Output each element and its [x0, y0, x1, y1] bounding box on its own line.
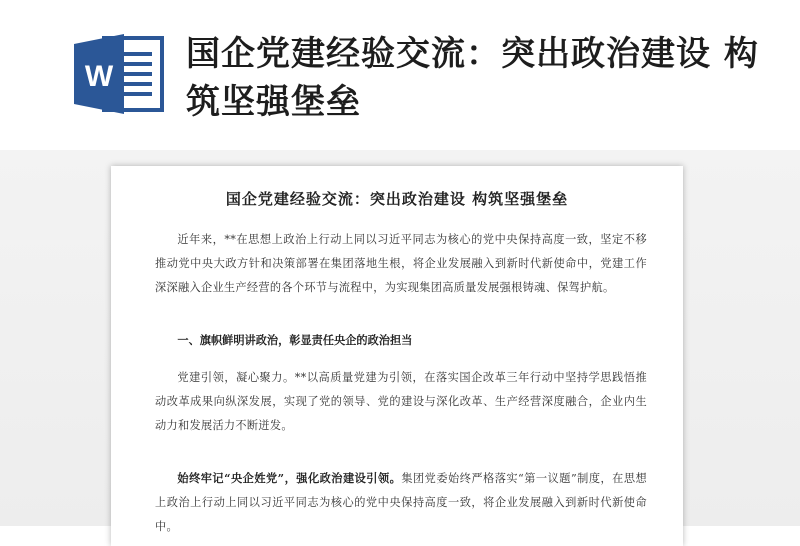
word-icon — [74, 34, 166, 114]
banner-header — [0, 0, 800, 150]
paragraph-political-construction — [155, 466, 647, 539]
section-heading-1: 一、旗帜鲜明讲政治，彰显责任央企的政治担当 — [177, 333, 413, 347]
paragraph-party-building: 党建引领，凝心聚力。**以高质量党建为引领，在落实国企改革三年行动中坚持学思践悟推动改革成果向纵深发展，实现了党的领导、党的建设与深化改革、生产经营深度融合，企业内生动力和发展活力不断迸发。 — [155, 371, 647, 432]
document-page — [111, 166, 683, 546]
word-icon-letter: W — [84, 60, 114, 93]
paragraph-lead: 始终牢记“央企姓党”，强化政治建设引领。 — [177, 471, 402, 485]
paragraph-body: 集团党委始终严格落实“第一议题”制度，在思想上政治上行动上同以习近平同志为核心的党中央保持高度一致，将企业发展融入到新时代新使命中。 — [155, 472, 647, 533]
document-title: 国企党建经验交流：突出政治建设 构筑坚强堡垒 — [225, 190, 569, 208]
banner-title: 国企党建经验交流：突出政治建设 构筑坚强堡垒 — [186, 34, 759, 122]
paragraph-intro: 近年来，**在思想上政治上行动上同以习近平同志为核心的党中央保持高度一致，坚定不移推动党中央大政方针和决策部署在集团落地生根，将企业发展融入到新时代新使命中，党建工作深深融入企业生产经营的各个环节与流程中，为实现集团高质量发展强根铸魂、保驾护航。 — [155, 233, 647, 294]
